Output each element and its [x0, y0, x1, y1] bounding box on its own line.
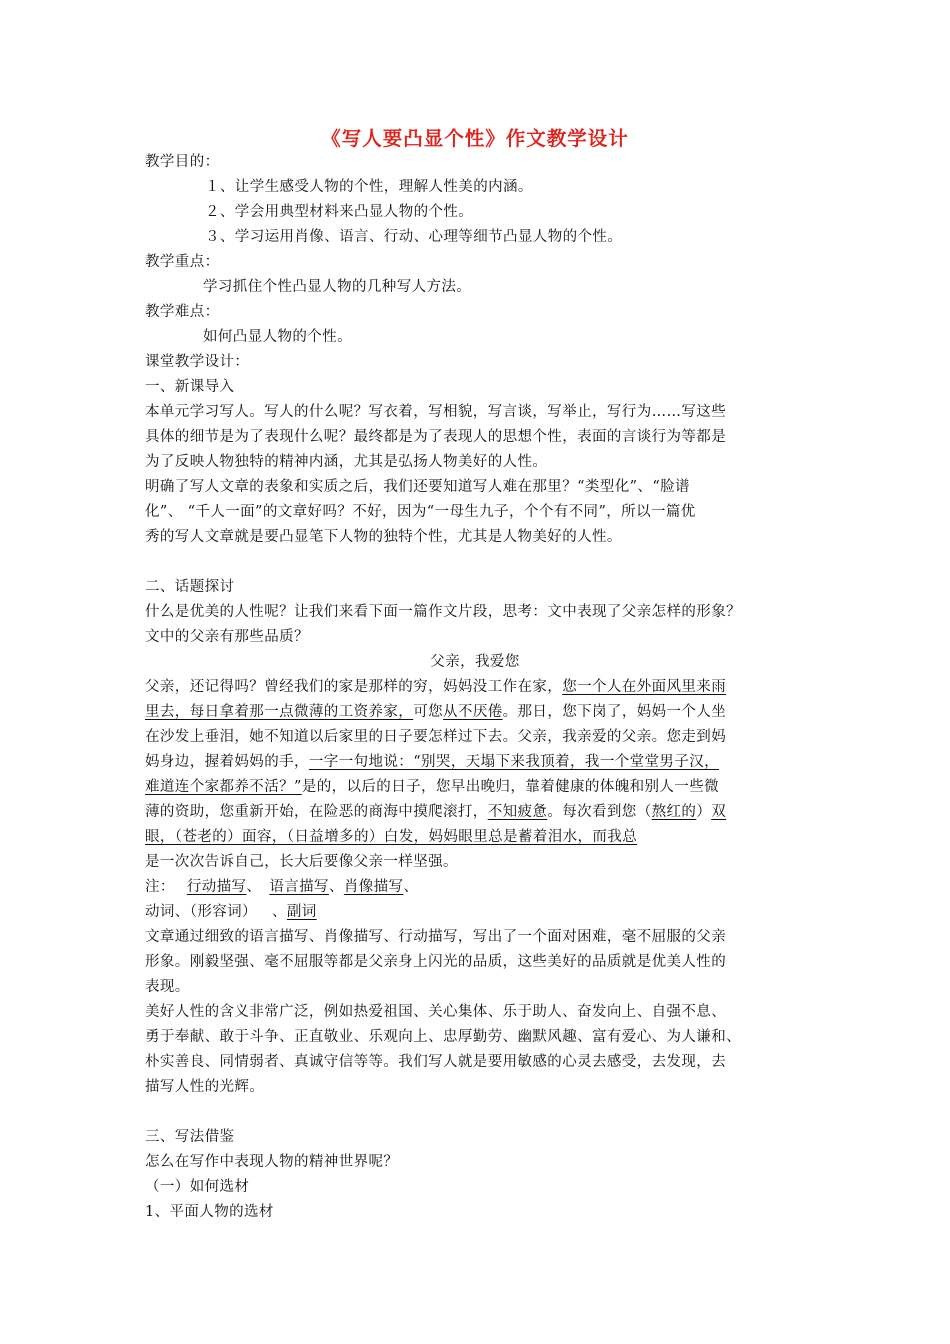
note-action: 行动描写 [186, 879, 247, 895]
essay-text: 父亲，还记得吗？曾经我们的家是那样的穷，妈妈没工作在家， [145, 679, 563, 695]
note-adverb: 副词 [286, 904, 317, 920]
analysis-line: 朴实善良、同情弱者、真诚守信等等。我们写人就是要用敏感的心灵去感受，去发现，去 [145, 1054, 727, 1070]
note-portrait: 肖像描写 [343, 879, 404, 895]
section3-line: 怎么在写作中表现人物的精神世界呢？ [145, 1154, 399, 1170]
section1-line: 化”、 “千人一面”的文章好吗？不好，因为“一母生九子，个个有不同”，所以一篇优 [145, 504, 696, 520]
essay-title: 父亲，我爱您 [430, 654, 520, 670]
section2-intro: 什么是优美的人性呢？让我们来看下面一篇作文片段，思考：文中表现了父亲怎样的形象？ [145, 604, 741, 620]
underlined-text: 里去，每日拿着那一点微薄的工资养家， [145, 704, 414, 720]
objective-1: １、让学生感受人物的个性，理解人性美的内涵。 [205, 179, 533, 195]
underlined-text: 难道连个家都养不活？” [145, 779, 302, 795]
section3-line: （一）如何选材 [145, 1179, 250, 1195]
analysis-line: 表现。 [145, 979, 190, 995]
difficulty-text: 如何凸显人物的个性。 [203, 329, 352, 345]
essay-line-1 [145, 677, 726, 697]
note-line-1 [145, 877, 418, 897]
essay-text: 可您 [413, 704, 444, 720]
essay-text: ） [696, 804, 712, 820]
essay-line-3: 在沙发上垂泪，她不知道以后家里的日子要怎样过下去。父亲，我亲爱的父亲。您走到妈 [145, 729, 727, 745]
essay-text: 薄的资助，您重新开始，在险恶的商海中摸爬滚打， [145, 804, 488, 820]
section3-heading: 三、写法借鉴 [145, 1129, 235, 1145]
analysis-line: 形象。刚毅坚强、毫不屈服等都是父亲身上闪光的品质，这些美好的品质就是优美人性的 [145, 954, 727, 970]
note-language: 语言描写 [269, 879, 329, 895]
analysis-line: 描写人性的光辉。 [145, 1079, 265, 1095]
section1-line: 明确了写人文章的表象和实质之后，我们还要知道写人难在那里？“类型化”、“脸谱 [145, 479, 690, 495]
note-sep: 、 [403, 879, 419, 895]
analysis-line: 文章通过细致的语言描写、肖像描写、行动描写，写出了一个面对困难，毫不屈服的父亲 [145, 929, 727, 945]
difficulty-heading: 教学难点： [145, 304, 220, 320]
section3-line: 1、平面人物的选材 [145, 1204, 274, 1220]
note-label: 注： [145, 879, 175, 895]
underlined-text: 熬红的 [651, 804, 697, 820]
underlined-text: 一字一句地说：“别哭，天塌下来我顶着，我一个堂堂男子汉， [308, 754, 720, 770]
underlined-text: 眼，（苍老的）面容，（日益增多的）白发，妈妈眼里总是蓄着泪水，而我总 [145, 829, 638, 845]
essay-line-2 [145, 702, 726, 722]
analysis-line: 美好人性的含义非常广泛，例如热爱祖国、关心集体、乐于助人、奋发向上、自强不息、 [145, 1004, 727, 1020]
section1-line: 秀的写人文章就是要凸显笔下人物的独特个性，尤其是人物美好的人性。 [145, 529, 622, 545]
note-text: 动词、（形容词） 、 [145, 904, 287, 920]
section1-heading: 一、新课导入 [145, 379, 235, 395]
essay-text: 。那日，您下岗了，妈妈一个人坐 [502, 704, 727, 720]
design-heading: 课堂教学设计： [145, 354, 250, 370]
objective-2: ２、学会用典型材料来凸显人物的个性。 [205, 204, 474, 220]
note-sep: 、 [328, 879, 344, 895]
essay-line-5 [145, 777, 719, 797]
section2-intro: 文中的父亲有那些品质？ [145, 629, 309, 645]
section1-line: 本单元学习写人。写人的什么呢？写衣着，写相貌，写言谈，写举止，写行为……写这些 [145, 404, 727, 420]
essay-line-8: 是一次次告诉自己，长大后要像父亲一样坚强。 [145, 854, 458, 870]
essay-line-4 [145, 752, 719, 772]
note-sep: 、 [246, 879, 262, 895]
key-heading: 教学重点： [145, 254, 220, 270]
essay-text: 妈身边，握着妈妈的手， [145, 754, 309, 770]
section1-line: 具体的细节是为了表现什么呢？最终都是为了表现人的思想个性，表面的言谈行为等都是 [145, 429, 727, 445]
underlined-text: 双 [711, 804, 727, 820]
document-title: 《写人要凸显个性》作文教学设计 [321, 127, 629, 150]
objectives-heading: 教学目的： [145, 154, 220, 170]
essay-text: 是的，以后的日子，您早出晚归，靠着健康的体魄和别人一些微 [301, 779, 720, 795]
section2-heading: 二、话题探讨 [145, 579, 235, 595]
key-point: 学习抓住个性凸显人物的几种写人方法。 [203, 279, 472, 295]
note-line-2 [145, 902, 317, 922]
underlined-text: 您一个人在外面风里来雨 [562, 679, 727, 695]
essay-line-7 [145, 827, 637, 847]
essay-text: 。每次看到您（ [547, 804, 652, 820]
analysis-line: 勇于奉献、敢于斗争、正直敬业、乐观向上、忠厚勤劳、幽默风趣、富有爱心、为人谦和、 [145, 1029, 741, 1045]
section1-line: 为了反映人物独特的精神内涵，尤其是弘扬人物美好的人性。 [145, 454, 548, 470]
underlined-text: 不知疲惫 [487, 804, 548, 820]
essay-line-6 [145, 802, 726, 822]
underlined-text: 从不厌倦 [443, 704, 503, 720]
objective-3: ３、学习运用肖像、语言、行动、心理等细节凸显人物的个性。 [205, 229, 623, 245]
